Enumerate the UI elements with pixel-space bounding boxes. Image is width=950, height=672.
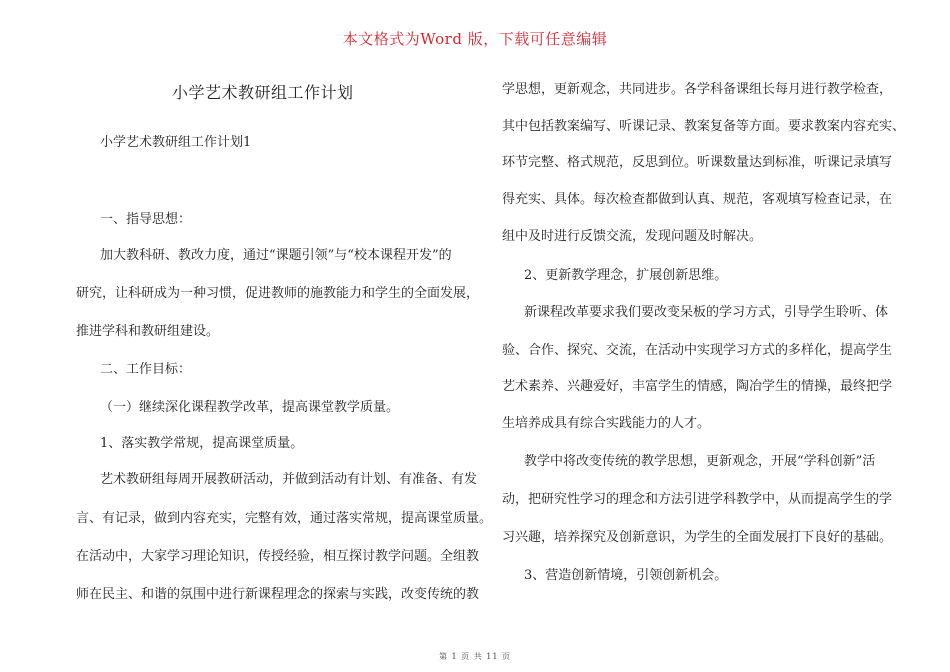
section-heading: 二、工作目标： [100, 362, 192, 377]
paragraph-line: 艺术教研组每周开展教研活动，并做到活动有计划、有准备、有发 [100, 472, 478, 487]
paragraph-line: 组中及时进行反馈交流，发现问题及时解决。 [502, 229, 763, 244]
section-heading: 一、指导思想： [100, 212, 192, 227]
item-heading: 2、更新教学理念，扩展创新思维。 [524, 268, 728, 283]
paragraph-line: 在活动中，大家学习理论知识，传授经验，相互探讨教学问题。全组教 [76, 549, 480, 564]
paragraph-line: 学思想，更新观念，共同进步。各学科备课组长每月进行教学检查， [502, 82, 893, 97]
paragraph-line: 加大教科研、教改力度，通过“课题引领”与“校本课程开发”的 [100, 248, 452, 263]
item-heading: 3、营造创新情境，引领创新机会。 [524, 568, 728, 583]
paragraph-line: 其中包括教案编写、听课记录、教案复备等方面。要求教案内容充实、 [502, 119, 906, 134]
paragraph-line: 师在民主、和谐的氛围中进行新课程理念的探索与实践，改变传统的教 [76, 587, 480, 602]
paragraph-line: 新课程改革要求我们要改变呆板的学习方式，引导学生聆听、体 [524, 305, 889, 320]
paragraph-line: 得充实、具体。每次检查都做到认真、规范，客观填写检查记录，在 [502, 192, 893, 207]
paragraph-line: 生培养成具有综合实践能力的人才。 [502, 416, 711, 431]
paragraph-line: 推进学科和教研组建设。 [76, 324, 220, 339]
paragraph-line: 环节完整、格式规范，反思到位。听课数量达到标准，听课记录填写 [502, 155, 893, 170]
subtitle: 小学艺术教研组工作计划1 [100, 135, 252, 150]
paragraph-line: 艺术素养、兴趣爱好，丰富学生的情感，陶冶学生的情操，最终把学 [502, 379, 893, 394]
paragraph-line: 习兴趣，培养探究及创新意识，为学生的全面发展打下良好的基础。 [502, 530, 893, 545]
paragraph-line: 教学中将改变传统的教学思想，更新观念，开展“学科创新”活 [524, 454, 876, 469]
page-indicator: 第 1 页 共 11 页 [439, 652, 511, 661]
paragraph-line: 研究，让科研成为一种习惯，促进教师的施教能力和学生的全面发展， [76, 286, 480, 301]
subsection-heading: （一）继续深化课程教学改革，提高课堂教学质量。 [100, 400, 400, 415]
paragraph-line: 验、合作、探究、交流，在活动中实现学习方式的多样化，提高学生 [502, 343, 893, 358]
item-heading: 1、落实教学常规，提高课堂质量。 [100, 436, 304, 451]
document-title: 小学艺术教研组工作计划 [172, 83, 354, 102]
paragraph-line: 动，把研究性学习的理念和方法引进学科教学中，从而提高学生的学 [502, 492, 893, 507]
header-banner: 本文格式为Word 版，下载可任意编辑 [342, 30, 608, 48]
paragraph-line: 言、有记录，做到内容充实，完整有效，通过落实常规，提高课堂质量。 [76, 511, 493, 526]
